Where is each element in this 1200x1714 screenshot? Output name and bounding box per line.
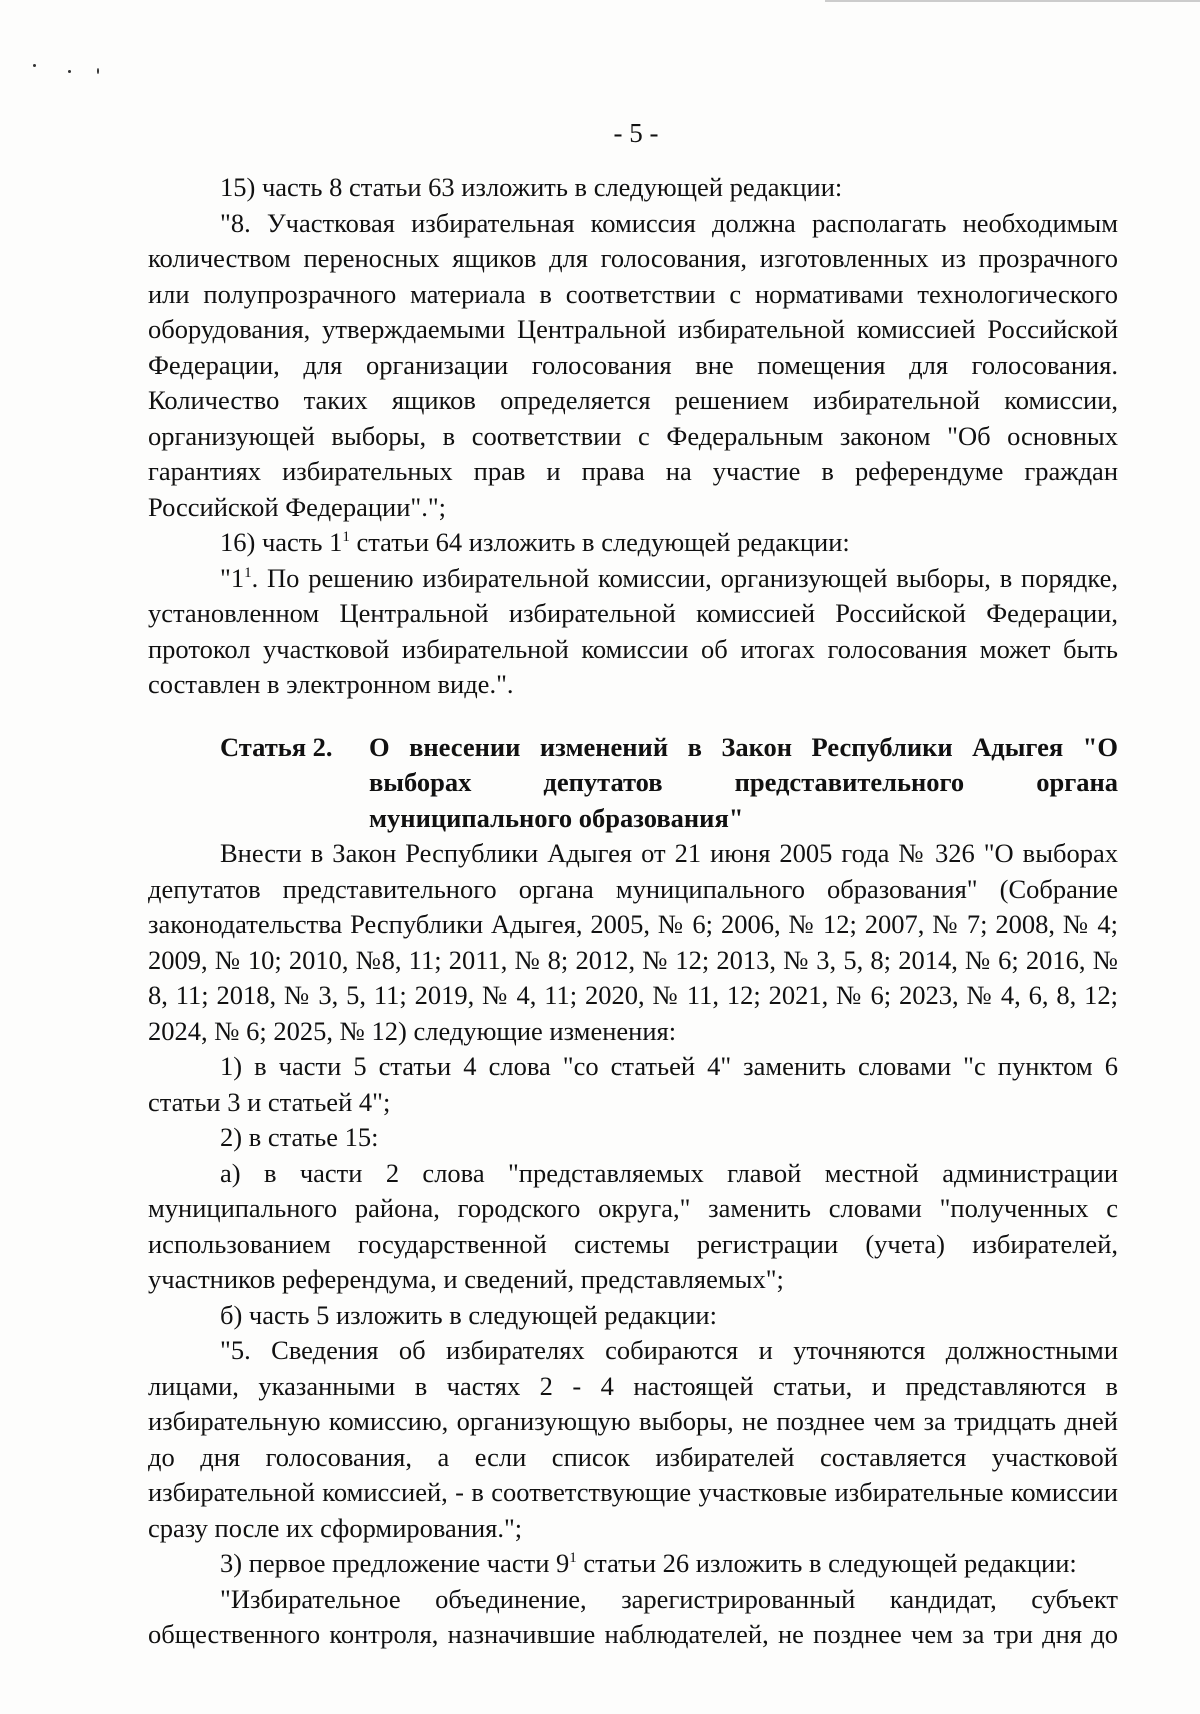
item-16-heading-text: 16) часть 1 <box>220 527 343 557</box>
scan-speck <box>68 70 71 73</box>
article-2-heading <box>148 730 1118 837</box>
superscript: 1 <box>569 1550 577 1566</box>
item-16-text-part: "1 <box>220 562 245 593</box>
scan-edge-line <box>825 0 1200 2</box>
item-3-text: статьи 26 изложить в следующей редакции: <box>576 1548 1077 1578</box>
item-16-text-part: . По решению избирательной комиссии, организующей выборы, в порядке, установленном Центральной избирательной комиссией Российской Федерации, протокол участковой избирательной комиссии об итогах голосования может быть составлен в электронном виде.". <box>148 562 1118 699</box>
article-2-item-2a: а) в части 2 слова "представляемых главой местной администрации муниципального района, городского округа," заменить словами "полученных с использованием государственной системы регистрации (учета) избирателей, участников референдума, и сведений, представляемых"; <box>148 1157 1118 1294</box>
article-title: О внесении изменений в Закон Республики Адыгея "О выборах депутатов представительного органа муниципального образования" <box>369 731 1118 833</box>
article-2-item-2b-text: "5. Сведения об избирателях собираются и уточняются должностными лицами, указанными в частях 2 - 4 настоящей статьи, и представляются в избирательную комиссию, организующую выборы, не позднее чем за тридцать дней до дня голосования, а если список избирателей составляется участковой избирательной комиссией, - в соответствующие участковые избирательные комиссии сразу после их сформирования."; <box>148 1335 1118 1543</box>
article-2-item-1: 1) в части 5 статьи 4 слова "со статьей 4" заменить словами "с пунктом 6 статьи 3 и статьей 4"; <box>148 1051 1118 1117</box>
article-2-item-3-text: "Избирательное объединение, зарегистрированный кандидат, субъект общественного контроля, назначившие наблюдателей, не позднее чем за три дня до <box>148 1583 1118 1649</box>
document-body <box>148 170 1118 1653</box>
item-15-text: "8. Участковая избирательная комиссия должна располагать необходимым количеством переносных ящиков для голосования, изготовленных из прозрачного или полупрозрачного материала в соответствии с нормативами технологического оборудования, утверждаемыми Центральной избирательной комиссией Российской Федерации, для организации голосования вне помещения для голосования. Количество таких ящиков определяется решением избирательной комиссии, организующей выборы, в соответствии с Федеральным законом "Об основных гарантиях избирательных прав и права на участие в референдуме граждан Российской Федерации"."; <box>148 207 1118 522</box>
item-16-heading-text: статьи 64 изложить в следующей редакции: <box>349 527 850 557</box>
item-15-heading: 15) часть 8 статьи 63 изложить в следующей редакции: <box>220 172 843 202</box>
article-number: Статья 2. <box>220 731 333 762</box>
page-number: - 5 - <box>613 118 659 148</box>
article-2-item-2: 2) в статье 15: <box>220 1122 379 1152</box>
superscript: 1 <box>342 529 350 545</box>
item-16-text <box>148 561 1118 703</box>
scan-speck <box>33 64 36 67</box>
item-16-heading <box>148 525 1118 561</box>
article-2-item-2b: б) часть 5 изложить в следующей редакции: <box>220 1299 717 1330</box>
item-3-text: 3) первое предложение части 9 <box>220 1548 570 1578</box>
article-2-intro: Внести в Закон Республики Адыгея от 21 июня 2005 года № 326 "О выборах депутатов представительного органа муниципального образования" (Собрание законодательства Республики Адыгея, 2005, № 6; 2006, № 12; 2007, № 7; 2008, № 4; 2009, № 10; 2010, №8, 11; 2011, № 8; 2012, № 12; 2013, № 3, 5, 8; 2014, № 6; 2016, № 8, 11; 2018, № 3, 5, 11; 2019, № 4, 11; 2020, № 11, 12; 2021, № 6; 2023, № 4, 6, 8, 12; 2024, № 6; 2025, № 12) следующие изменения: <box>148 838 1118 1046</box>
scan-speck <box>97 68 99 74</box>
article-2-item-3 <box>148 1546 1118 1582</box>
superscript: 1 <box>244 564 252 581</box>
